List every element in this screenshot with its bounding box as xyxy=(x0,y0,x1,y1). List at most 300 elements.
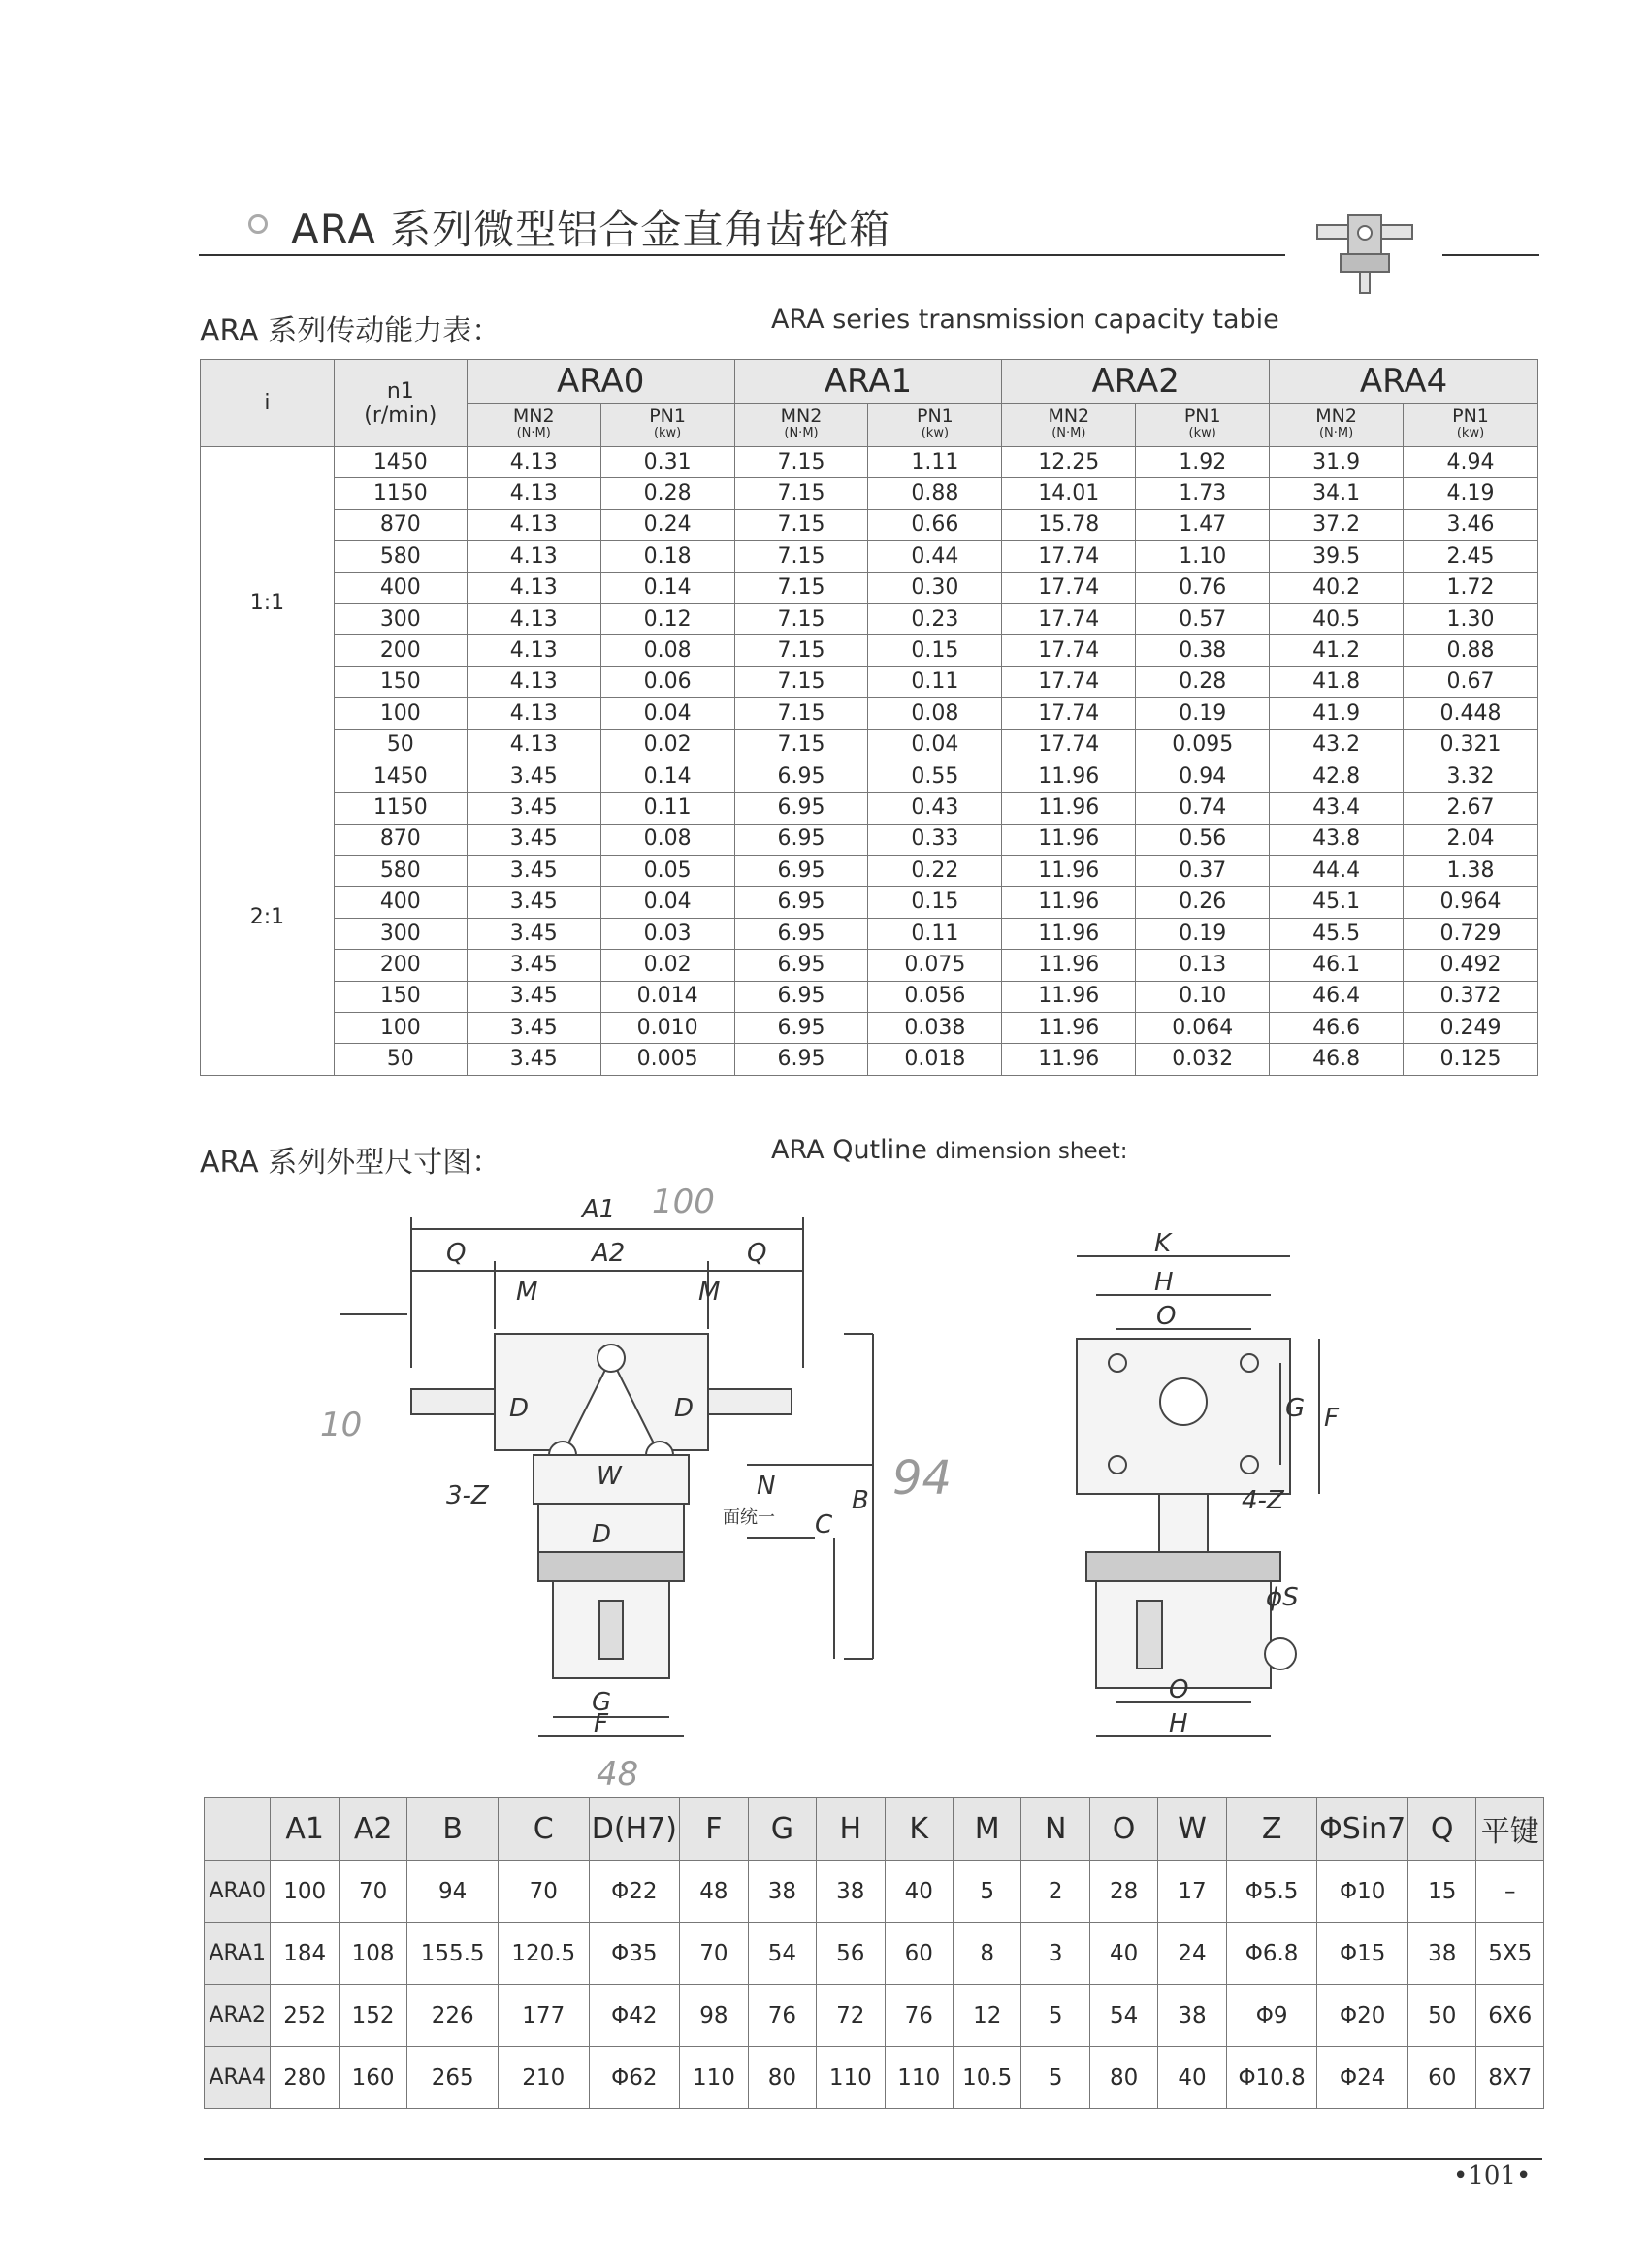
value-cell: 39.5 xyxy=(1270,541,1404,572)
value-cell: 1.38 xyxy=(1404,856,1538,887)
dim-value-cell: 210 xyxy=(498,2047,589,2109)
value-cell: 0.056 xyxy=(868,981,1002,1012)
value-cell: 1.30 xyxy=(1404,603,1538,634)
dim-value-cell: 226 xyxy=(407,1985,499,2047)
outline-title-en-main: ARA Qutline xyxy=(771,1135,927,1165)
speed-cell: 400 xyxy=(334,572,467,603)
value-cell: 46.1 xyxy=(1270,950,1404,981)
value-cell: 0.03 xyxy=(600,918,734,949)
value-cell: 0.04 xyxy=(600,887,734,918)
table-row xyxy=(201,856,1538,887)
value-cell: 7.15 xyxy=(734,541,868,572)
table-row xyxy=(201,950,1538,981)
dim-col-header: A1 xyxy=(271,1798,339,1861)
table-row xyxy=(201,824,1538,855)
capacity-title-en: ARA series transmission capacity tabie xyxy=(771,305,1279,335)
mn2-unit: (N·M) xyxy=(1051,426,1086,440)
label-K: K xyxy=(1154,1229,1172,1258)
value-cell: 0.38 xyxy=(1136,635,1270,666)
value-cell: 0.55 xyxy=(868,761,1002,792)
table-row xyxy=(205,1985,1544,2047)
pn1-label: PN1 xyxy=(1183,405,1221,427)
value-cell: 0.74 xyxy=(1136,793,1270,824)
value-cell: 0.33 xyxy=(868,824,1002,855)
model-name-cell: ARA2 xyxy=(205,1985,271,2047)
value-cell: 0.13 xyxy=(1136,950,1270,981)
value-cell: 11.96 xyxy=(1002,1044,1136,1075)
dim-value-cell: Φ10.8 xyxy=(1226,2047,1317,2109)
speed-cell: 50 xyxy=(334,729,467,761)
handwritten-94: 94 xyxy=(892,1451,953,1506)
value-cell: 7.15 xyxy=(734,666,868,697)
pn1-unit: (kw) xyxy=(653,426,682,440)
dim-col-header: 平键 xyxy=(1476,1798,1544,1861)
table-row xyxy=(201,541,1538,572)
value-cell: 0.28 xyxy=(1136,666,1270,697)
dim-value-cell: 160 xyxy=(339,2047,406,2109)
speed-cell: 400 xyxy=(334,887,467,918)
value-cell: 4.13 xyxy=(467,635,600,666)
dim-value-cell: 48 xyxy=(680,1861,748,1923)
dim-value-cell: 38 xyxy=(748,1861,816,1923)
value-cell: 11.96 xyxy=(1002,887,1136,918)
label-3-Z: 3-Z xyxy=(446,1481,489,1510)
table-row xyxy=(201,793,1538,824)
dimension-table xyxy=(204,1797,1544,2109)
outline-title-en xyxy=(771,1135,1128,1165)
dim-col-header xyxy=(205,1798,271,1861)
value-cell: 0.23 xyxy=(868,603,1002,634)
value-cell: 0.08 xyxy=(600,824,734,855)
dim-value-cell: 76 xyxy=(885,1985,953,2047)
value-cell: 4.94 xyxy=(1404,447,1538,478)
speed-cell: 300 xyxy=(334,603,467,634)
dim-value-cell: 70 xyxy=(498,1861,589,1923)
value-cell: 7.15 xyxy=(734,572,868,603)
pn1-unit: (kw) xyxy=(1188,426,1216,440)
value-cell: 3.46 xyxy=(1404,509,1538,540)
value-cell: 0.28 xyxy=(600,478,734,509)
handwritten-10: 10 xyxy=(320,1406,363,1444)
label-D-left: D xyxy=(509,1394,530,1423)
value-cell: 17.74 xyxy=(1002,698,1136,729)
value-cell: 44.4 xyxy=(1270,856,1404,887)
capacity-table xyxy=(200,359,1538,1076)
dim-value-cell: 110 xyxy=(817,2047,885,2109)
dim-col-header: M xyxy=(953,1798,1020,1861)
speed-cell: 580 xyxy=(334,541,467,572)
value-cell: 0.15 xyxy=(868,635,1002,666)
value-cell: 11.96 xyxy=(1002,981,1136,1012)
value-cell: 17.74 xyxy=(1002,666,1136,697)
dim-col-header: Q xyxy=(1408,1798,1476,1861)
value-cell: 1.10 xyxy=(1136,541,1270,572)
dim-col-header: C xyxy=(498,1798,589,1861)
dim-value-cell: 5 xyxy=(953,1861,1020,1923)
label-H-top: H xyxy=(1154,1268,1174,1297)
value-cell: 0.18 xyxy=(600,541,734,572)
dim-value-cell: 40 xyxy=(1089,1923,1157,1985)
value-cell: 41.2 xyxy=(1270,635,1404,666)
pn1-label: PN1 xyxy=(917,405,954,427)
col-header-i: i xyxy=(201,360,335,447)
capacity-title-cn: ARA 系列传动能力表： xyxy=(200,314,501,348)
value-cell: 7.15 xyxy=(734,698,868,729)
page-title: ARA 系列微型铝合金直角齿轮箱 xyxy=(291,206,891,253)
label-M-left: M xyxy=(516,1278,538,1307)
label-S: ϕS xyxy=(1266,1583,1299,1612)
dim-value-cell: 5 xyxy=(1021,2047,1089,2109)
dim-col-header: G xyxy=(748,1798,816,1861)
value-cell: 0.88 xyxy=(1404,635,1538,666)
table-row xyxy=(205,2047,1544,2109)
value-cell: 0.14 xyxy=(600,572,734,603)
table-row xyxy=(201,1044,1538,1075)
value-cell: 3.45 xyxy=(467,824,600,855)
label-W: W xyxy=(597,1462,622,1491)
table-row xyxy=(201,887,1538,918)
pn1-header-ara0 xyxy=(600,404,734,447)
ratio-cell: 1:1 xyxy=(201,447,335,761)
label-D-right: D xyxy=(674,1394,695,1423)
label-A1: A1 xyxy=(582,1195,616,1224)
dim-col-header: A2 xyxy=(339,1798,406,1861)
table-row xyxy=(201,918,1538,949)
dim-col-header: B xyxy=(407,1798,499,1861)
dim-value-cell: Φ6.8 xyxy=(1226,1923,1317,1985)
value-cell: 11.96 xyxy=(1002,918,1136,949)
dim-value-cell: Φ10 xyxy=(1317,1861,1408,1923)
value-cell: 0.66 xyxy=(868,509,1002,540)
outline-drawing xyxy=(291,1174,1358,1795)
value-cell: 7.15 xyxy=(734,447,868,478)
value-cell: 4.13 xyxy=(467,572,600,603)
mn2-unit: (N·M) xyxy=(516,426,551,440)
value-cell: 0.88 xyxy=(868,478,1002,509)
label-F-side: F xyxy=(1324,1404,1339,1433)
value-cell: 46.8 xyxy=(1270,1044,1404,1075)
dim-value-cell: 80 xyxy=(748,2047,816,2109)
mn2-label: MN2 xyxy=(1048,405,1090,427)
value-cell: 11.96 xyxy=(1002,793,1136,824)
value-cell: 6.95 xyxy=(734,887,868,918)
model-name-cell: ARA1 xyxy=(205,1923,271,1985)
dim-value-cell: Φ42 xyxy=(589,1985,680,2047)
model-name-cell: ARA0 xyxy=(205,1861,271,1923)
table-row xyxy=(201,635,1538,666)
value-cell: 4.13 xyxy=(467,509,600,540)
handwritten-100: 100 xyxy=(652,1183,715,1221)
label-C: C xyxy=(815,1510,833,1539)
pn1-header-ara4 xyxy=(1404,404,1538,447)
value-cell: 0.11 xyxy=(868,918,1002,949)
value-cell: 0.321 xyxy=(1404,729,1538,761)
dim-value-cell: Φ9 xyxy=(1226,1985,1317,2047)
value-cell: 17.74 xyxy=(1002,635,1136,666)
speed-cell: 200 xyxy=(334,635,467,666)
value-cell: 6.95 xyxy=(734,1013,868,1044)
value-cell: 0.125 xyxy=(1404,1044,1538,1075)
value-cell: 11.96 xyxy=(1002,856,1136,887)
value-cell: 3.45 xyxy=(467,918,600,949)
label-A2: A2 xyxy=(592,1239,626,1268)
dim-value-cell: Φ24 xyxy=(1317,2047,1408,2109)
value-cell: 41.8 xyxy=(1270,666,1404,697)
value-cell: 0.94 xyxy=(1136,761,1270,792)
pn1-unit: (kw) xyxy=(1456,426,1485,440)
mn2-header-ara0 xyxy=(467,404,600,447)
value-cell: 1.72 xyxy=(1404,572,1538,603)
dim-value-cell: 28 xyxy=(1089,1861,1157,1923)
pn1-header-ara2 xyxy=(1136,404,1270,447)
value-cell: 0.43 xyxy=(868,793,1002,824)
value-cell: 0.964 xyxy=(1404,887,1538,918)
value-cell: 7.15 xyxy=(734,509,868,540)
value-cell: 0.22 xyxy=(868,856,1002,887)
dim-value-cell: 252 xyxy=(271,1985,339,2047)
value-cell: 0.56 xyxy=(1136,824,1270,855)
value-cell: 12.25 xyxy=(1002,447,1136,478)
value-cell: 46.4 xyxy=(1270,981,1404,1012)
value-cell: 0.014 xyxy=(600,981,734,1012)
value-cell: 14.01 xyxy=(1002,478,1136,509)
value-cell: 0.04 xyxy=(600,698,734,729)
dim-value-cell: 70 xyxy=(680,1923,748,1985)
value-cell: 0.032 xyxy=(1136,1044,1270,1075)
value-cell: 0.018 xyxy=(868,1044,1002,1075)
mn2-unit: (N·M) xyxy=(784,426,819,440)
value-cell: 0.11 xyxy=(868,666,1002,697)
value-cell: 11.96 xyxy=(1002,950,1136,981)
mn2-label: MN2 xyxy=(780,405,823,427)
label-B: B xyxy=(852,1486,869,1515)
value-cell: 3.45 xyxy=(467,793,600,824)
model-header-ara0: ARA0 xyxy=(467,360,734,404)
speed-cell: 300 xyxy=(334,918,467,949)
dim-value-cell: Φ15 xyxy=(1317,1923,1408,1985)
table-row xyxy=(201,1013,1538,1044)
value-cell: 45.5 xyxy=(1270,918,1404,949)
value-cell: 0.19 xyxy=(1136,698,1270,729)
value-cell: 0.76 xyxy=(1136,572,1270,603)
dim-value-cell: 60 xyxy=(1408,2047,1476,2109)
dim-value-cell: 5X5 xyxy=(1476,1923,1544,1985)
speed-cell: 580 xyxy=(334,856,467,887)
dim-col-header: O xyxy=(1089,1798,1157,1861)
dim-value-cell: 38 xyxy=(1408,1923,1476,1985)
dim-value-cell: 3 xyxy=(1021,1923,1089,1985)
value-cell: 2.67 xyxy=(1404,793,1538,824)
value-cell: 0.12 xyxy=(600,603,734,634)
speed-cell: 1450 xyxy=(334,761,467,792)
value-cell: 0.67 xyxy=(1404,666,1538,697)
value-cell: 0.15 xyxy=(868,887,1002,918)
dim-value-cell: Φ22 xyxy=(589,1861,680,1923)
value-cell: 7.15 xyxy=(734,603,868,634)
value-cell: 0.448 xyxy=(1404,698,1538,729)
value-cell: 42.8 xyxy=(1270,761,1404,792)
value-cell: 11.96 xyxy=(1002,824,1136,855)
value-cell: 7.15 xyxy=(734,729,868,761)
value-cell: 4.13 xyxy=(467,447,600,478)
value-cell: 17.74 xyxy=(1002,541,1136,572)
dim-value-cell: 38 xyxy=(1158,1985,1226,2047)
speed-cell: 100 xyxy=(334,1013,467,1044)
dim-col-header: Z xyxy=(1226,1798,1317,1861)
value-cell: 0.44 xyxy=(868,541,1002,572)
speed-cell: 50 xyxy=(334,1044,467,1075)
value-cell: 3.45 xyxy=(467,856,600,887)
table-row xyxy=(205,1861,1544,1923)
label-M-right: M xyxy=(698,1278,721,1307)
value-cell: 17.74 xyxy=(1002,603,1136,634)
dim-value-cell: 120.5 xyxy=(498,1923,589,1985)
dim-col-header: K xyxy=(885,1798,953,1861)
table-row xyxy=(201,447,1538,478)
model-header-ara4: ARA4 xyxy=(1270,360,1538,404)
value-cell: 0.010 xyxy=(600,1013,734,1044)
pn1-label: PN1 xyxy=(649,405,686,427)
value-cell: 43.2 xyxy=(1270,729,1404,761)
label-G: G xyxy=(592,1688,612,1717)
value-cell: 0.08 xyxy=(600,635,734,666)
value-cell: 1.92 xyxy=(1136,447,1270,478)
value-cell: 7.15 xyxy=(734,635,868,666)
label-Q-left: Q xyxy=(446,1239,467,1268)
dim-col-header: N xyxy=(1021,1798,1089,1861)
value-cell: 3.45 xyxy=(467,1013,600,1044)
value-cell: 4.13 xyxy=(467,478,600,509)
n1-label: n1 xyxy=(386,378,414,404)
dim-value-cell: 17 xyxy=(1158,1861,1226,1923)
value-cell: 45.1 xyxy=(1270,887,1404,918)
table-row xyxy=(201,981,1538,1012)
dim-value-cell: 72 xyxy=(817,1985,885,2047)
value-cell: 7.15 xyxy=(734,478,868,509)
label-O-bottom: O xyxy=(1169,1675,1189,1704)
value-cell: 0.075 xyxy=(868,950,1002,981)
dim-value-cell: 184 xyxy=(271,1923,339,1985)
dim-value-cell: 6X6 xyxy=(1476,1985,1544,2047)
label-O-top: O xyxy=(1156,1302,1177,1331)
title-divider xyxy=(199,254,1285,256)
dim-value-cell: 100 xyxy=(271,1861,339,1923)
label-H-bottom: H xyxy=(1169,1709,1188,1738)
speed-cell: 200 xyxy=(334,950,467,981)
mn2-header-ara1 xyxy=(734,404,868,447)
label-Q-right: Q xyxy=(747,1239,767,1268)
pn1-label: PN1 xyxy=(1452,405,1489,427)
model-header-ara2: ARA2 xyxy=(1002,360,1270,404)
dim-value-cell: 98 xyxy=(680,1985,748,2047)
dim-value-cell: 24 xyxy=(1158,1923,1226,1985)
handwritten-48: 48 xyxy=(597,1755,639,1794)
table-row xyxy=(205,1923,1544,1985)
value-cell: 15.78 xyxy=(1002,509,1136,540)
value-cell: 0.10 xyxy=(1136,981,1270,1012)
mn2-label: MN2 xyxy=(512,405,555,427)
col-header-n1 xyxy=(334,360,467,447)
dim-col-header: F xyxy=(680,1798,748,1861)
outline-title-en-small: dimension sheet: xyxy=(935,1139,1128,1164)
value-cell: 0.038 xyxy=(868,1013,1002,1044)
dim-value-cell: 40 xyxy=(1158,2047,1226,2109)
value-cell: 0.249 xyxy=(1404,1013,1538,1044)
table-row xyxy=(201,729,1538,761)
dim-value-cell: 10.5 xyxy=(953,2047,1020,2109)
value-cell: 0.02 xyxy=(600,729,734,761)
value-cell: 4.13 xyxy=(467,729,600,761)
table-row xyxy=(201,761,1538,792)
value-cell: 1.73 xyxy=(1136,478,1270,509)
value-cell: 0.26 xyxy=(1136,887,1270,918)
value-cell: 0.11 xyxy=(600,793,734,824)
dim-value-cell: 76 xyxy=(748,1985,816,2047)
value-cell: 4.19 xyxy=(1404,478,1538,509)
dim-value-cell: 280 xyxy=(271,2047,339,2109)
value-cell: 17.74 xyxy=(1002,572,1136,603)
mn2-header-ara4 xyxy=(1270,404,1404,447)
value-cell: 0.02 xyxy=(600,950,734,981)
label-4-Z: 4-Z xyxy=(1242,1486,1284,1515)
speed-cell: 1150 xyxy=(334,478,467,509)
value-cell: 3.45 xyxy=(467,981,600,1012)
value-cell: 6.95 xyxy=(734,950,868,981)
value-cell: 46.6 xyxy=(1270,1013,1404,1044)
value-cell: 0.372 xyxy=(1404,981,1538,1012)
value-cell: 0.064 xyxy=(1136,1013,1270,1044)
value-cell: 0.37 xyxy=(1136,856,1270,887)
value-cell: 6.95 xyxy=(734,824,868,855)
model-name-cell: ARA4 xyxy=(205,2047,271,2109)
dim-value-cell: 177 xyxy=(498,1985,589,2047)
table-row xyxy=(201,698,1538,729)
dim-col-header: H xyxy=(817,1798,885,1861)
value-cell: 40.2 xyxy=(1270,572,1404,603)
dim-value-cell: – xyxy=(1476,1861,1544,1923)
mn2-label: MN2 xyxy=(1315,405,1357,427)
table-row xyxy=(201,509,1538,540)
value-cell: 3.45 xyxy=(467,950,600,981)
value-cell: 6.95 xyxy=(734,1044,868,1075)
value-cell: 0.095 xyxy=(1136,729,1270,761)
dim-value-cell: 70 xyxy=(339,1861,406,1923)
title-bullet-icon xyxy=(248,214,268,234)
value-cell: 31.9 xyxy=(1270,447,1404,478)
speed-cell: 150 xyxy=(334,981,467,1012)
dim-value-cell: 54 xyxy=(1089,1985,1157,2047)
dim-value-cell: Φ35 xyxy=(589,1923,680,1985)
dim-value-cell: 80 xyxy=(1089,2047,1157,2109)
value-cell: 34.1 xyxy=(1270,478,1404,509)
dim-value-cell: Φ5.5 xyxy=(1226,1861,1317,1923)
value-cell: 40.5 xyxy=(1270,603,1404,634)
dim-col-header: D(H7) xyxy=(589,1798,680,1861)
page-number: •101• xyxy=(1453,2161,1532,2190)
dim-value-cell: Φ62 xyxy=(589,2047,680,2109)
gearbox-logo-icon xyxy=(1311,194,1418,301)
value-cell: 43.4 xyxy=(1270,793,1404,824)
mn2-header-ara2 xyxy=(1002,404,1136,447)
dim-value-cell: 108 xyxy=(339,1923,406,1985)
value-cell: 0.24 xyxy=(600,509,734,540)
title-divider-right xyxy=(1442,254,1539,256)
value-cell: 37.2 xyxy=(1270,509,1404,540)
dim-value-cell: 15 xyxy=(1408,1861,1476,1923)
label-face: 面统一 xyxy=(723,1507,775,1528)
dim-value-cell: 152 xyxy=(339,1985,406,2047)
speed-cell: 100 xyxy=(334,698,467,729)
